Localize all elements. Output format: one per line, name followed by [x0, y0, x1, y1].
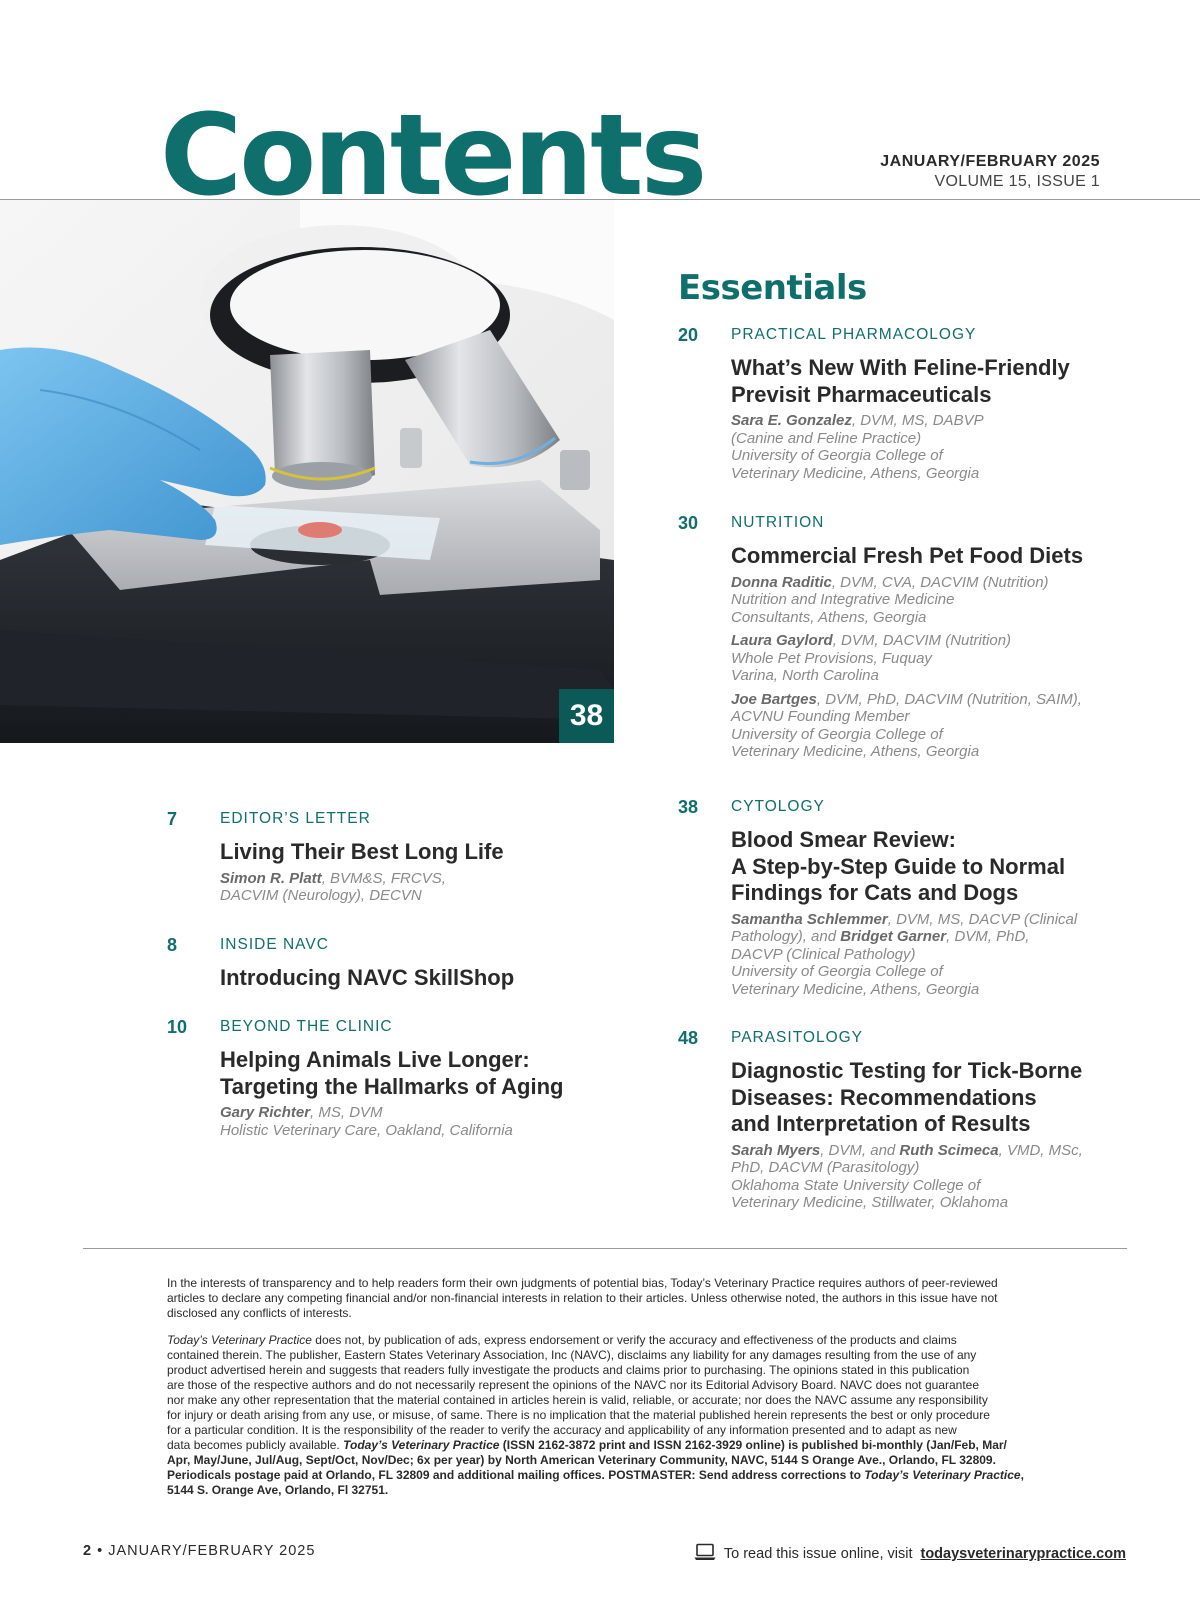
- author-byline: Joe Bartges, DVM, PhD, DACVIM (Nutrition, SAIM), ACVNU Founding Member University of Georgia College of Veterinary Medicine, Athens, Georgia: [731, 690, 1082, 760]
- page-number: 38: [678, 797, 699, 817]
- conflict-of-interest-notice: In the interests of transparency and to help readers form their own judgments of potential bias, Today’s Veterinary Practice requires authors of peer-reviewed articles to declare any competing financial and/or non-financial interests in relation to their articles. Unless otherwise noted, the authors in this issue have not disclosed any conflicts of interests.: [167, 1276, 998, 1320]
- issue-volume: VOLUME 15, ISSUE 1: [934, 173, 1100, 190]
- folio-separator: •: [97, 1543, 104, 1559]
- article-title[interactable]: Diagnostic Testing for Tick-Borne Diseases: Recommendations and Interpretation of Results: [731, 1058, 1083, 1136]
- article-title[interactable]: What’s New With Feline-Friendly Previsit Pharmaceuticals: [731, 355, 1070, 407]
- category-label: PARASITOLOGY: [731, 1029, 864, 1046]
- category-label: EDITOR’S LETTER: [220, 810, 371, 827]
- page-number: 10: [167, 1017, 188, 1037]
- folio-number: 2: [83, 1543, 93, 1559]
- website-link[interactable]: todaysveterinarypractice.com: [920, 1546, 1126, 1562]
- author-byline: Sara E. Gonzalez, DVM, MS, DABVP (Canine and Feline Practice) University of Georgia College of Veterinary Medicine, Athens, Georgia: [731, 412, 984, 482]
- author-byline: Simon R. Platt, BVM&S, FRCVS, DACVIM (Neurology), DECVN: [220, 869, 446, 904]
- toc-entry-inside-navc[interactable]: [167, 935, 607, 995]
- page-number: 8: [167, 935, 178, 955]
- author-byline: Sarah Myers, DVM, and Ruth Scimeca, VMD, MSc, PhD, DACVM (Parasitology) Oklahoma State University College of Veterinary Medicine, Stillwater, Oklahoma: [731, 1141, 1083, 1211]
- article-title[interactable]: Commercial Fresh Pet Food Diets: [731, 543, 1084, 568]
- footer-issue: JANUARY/FEBRUARY 2025: [108, 1543, 316, 1559]
- online-text: To read this issue online, visit: [723, 1546, 913, 1562]
- page-number: 30: [678, 513, 699, 533]
- category-label: NUTRITION: [731, 514, 825, 531]
- author-byline: Laura Gaylord, DVM, DACVIM (Nutrition) Whole Pet Provisions, Fuquay Varina, North Carolina: [731, 632, 1012, 684]
- toc-entry-nutrition[interactable]: [678, 513, 1138, 773]
- online-link-line: [694, 1543, 1126, 1565]
- page-footer: [83, 1543, 315, 1559]
- footer-divider: [83, 1248, 1127, 1249]
- toc-entry-cytology[interactable]: [678, 797, 1138, 997]
- article-title[interactable]: Introducing NAVC SkillShop: [220, 965, 515, 990]
- article-title[interactable]: Living Their Best Long Life: [220, 839, 504, 864]
- microscope-photo: [0, 200, 614, 743]
- article-title[interactable]: Helping Animals Live Longer: Targeting the Hallmarks of Aging: [220, 1047, 564, 1099]
- issue-date: JANUARY/FEBRUARY 2025: [880, 153, 1100, 170]
- page-number: 7: [167, 809, 178, 829]
- category-label: PRACTICAL PHARMACOLOGY: [731, 326, 977, 343]
- toc-entry-beyond-the-clinic[interactable]: [167, 1017, 627, 1147]
- article-title[interactable]: Blood Smear Review: A Step-by-Step Guide to Normal Findings for Cats and Dogs: [731, 827, 1066, 905]
- toc-entry-practical-pharmacology[interactable]: [678, 325, 1128, 485]
- author-byline: Donna Raditic, DVM, CVA, DACVIM (Nutrition) Nutrition and Integrative Medicine Consultants, Athens, Georgia: [731, 573, 1049, 626]
- category-label: BEYOND THE CLINIC: [220, 1018, 393, 1035]
- toc-entry-editors-letter[interactable]: [167, 809, 607, 909]
- category-label: CYTOLOGY: [731, 798, 825, 815]
- author-byline: Samantha Schlemmer, DVM, MS, DACVP (Clinical Pathology), and Bridget Garner, DVM, PhD, DACVP (Clinical Pathology) University of Georgia College of Veterinary Medicine, Athens, Georgia: [731, 910, 1078, 998]
- laptop-icon: [694, 1543, 716, 1565]
- photo-page-badge: 38: [559, 689, 614, 743]
- page-number: 20: [678, 325, 699, 345]
- page-number: 48: [678, 1028, 699, 1048]
- toc-entry-parasitology[interactable]: [678, 1028, 1138, 1228]
- page-title: Contents: [160, 91, 705, 221]
- essentials-heading: Essentials: [678, 268, 867, 308]
- category-label: INSIDE NAVC: [220, 936, 329, 953]
- author-byline: Gary Richter, MS, DVM Holistic Veterinary Care, Oakland, California: [220, 1104, 513, 1139]
- publisher-disclaimer: Today’s Veterinary Practice does not, by publication of ads, express endorsement or verify the accuracy and effectiveness of the products and claims contained therein. The publisher, Eastern States Veterinary Association, Inc (NAVC), disclaims any liability for any damages resulting from the use of any product advertised herein and suggests that readers fully investigate the products and claims prior to purchasing. The opinions stated in this publication are those of the respective authors and do not necessarily represent the opinions of the NAVC nor its Editorial Advisory Board. NAVC does not guarantee nor make any other representation that the material contained in articles herein is valid, reliable, or accurate; nor does the NAVC assume any responsibility for injury or death arising from any use, or misuse, of same. There is no implication that the material published herein represents the best or only procedure for a particular condition. It is the responsibility of the reader to verify the accuracy and applicability of any information presented and to adapt as new data becomes publicly available. Today’s Veterinary Practice (ISSN 2162-3872 print and ISSN 2162-3929 online) is published bi-monthly (Jan/Feb, Mar/ Apr, May/June, Jul/Aug, Sept/Oct, Nov/Dec; 6x per year) by North American Veterinary Community, NAVC, 5144 S Orange Ave., Orlando, FL 32809. Periodicals postage paid at Orlando, FL 32809 and additional mailing offices. POSTMASTER: Send address corrections to Today’s Veterinary Practice, 5144 S. Orange Ave, Orlando, Fl 32751.: [167, 1333, 1024, 1497]
